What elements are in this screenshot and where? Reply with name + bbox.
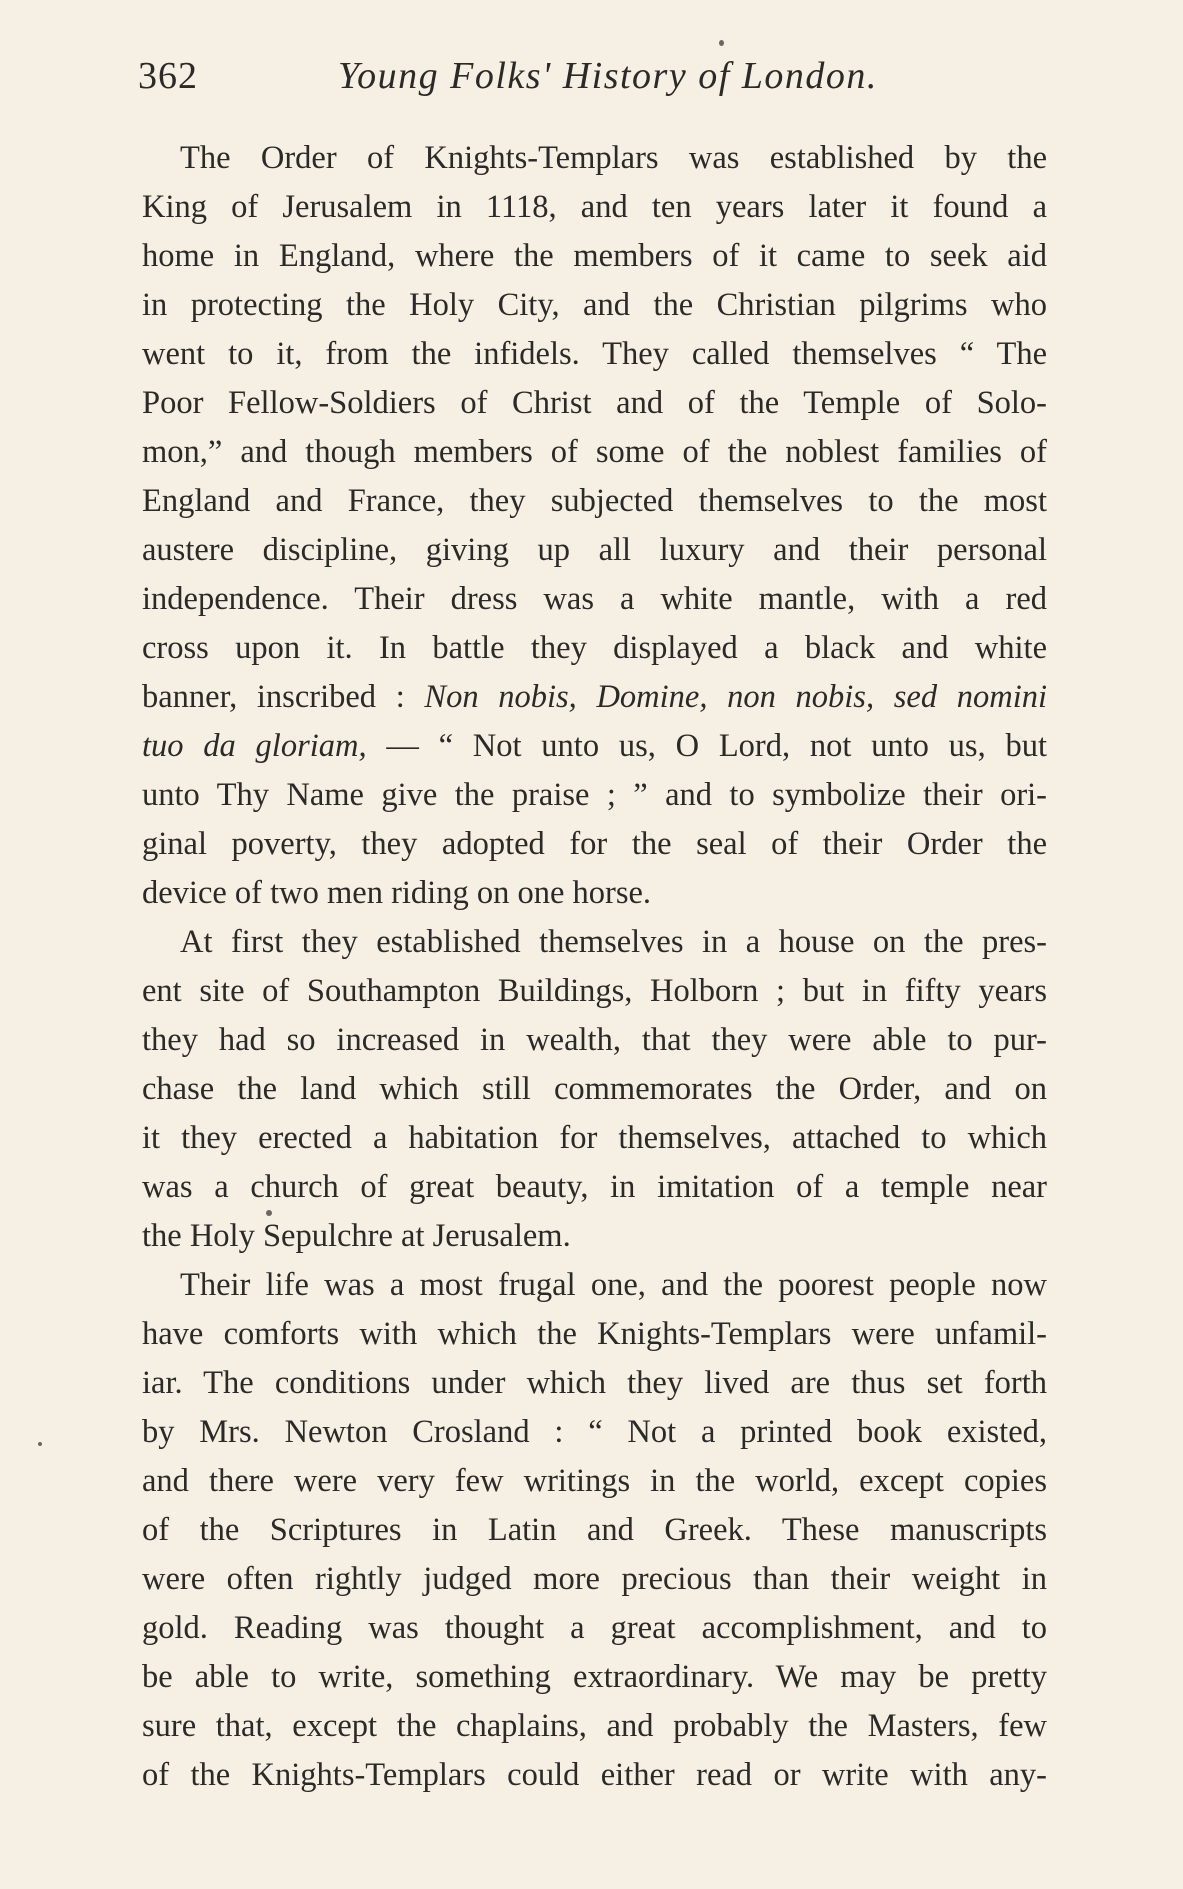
line-text: device of two men riding on one horse.: [142, 875, 652, 911]
line-text: Poor Fellow-Soldiers of Christ and of the Temple of Solo-: [142, 385, 1047, 421]
line-text: in protecting the Holy City, and the Christian pilgrims who: [142, 287, 1047, 323]
text-line: [142, 232, 1047, 281]
text-line: [142, 379, 1047, 428]
text-line: [142, 1751, 1047, 1800]
line-text: it they erected a habitation for themselves, attached to which: [142, 1120, 1047, 1156]
line-text: The Order of Knights-Templars was established by the: [180, 140, 1047, 176]
text-line: [142, 1261, 1047, 1310]
text-line: [142, 1065, 1047, 1114]
line-text: — “ Not unto us, O Lord, not unto us, but: [366, 728, 1047, 764]
text-line: [142, 183, 1047, 232]
line-text: of the Scriptures in Latin and Greek. These manuscripts: [142, 1512, 1047, 1548]
text-line: [142, 820, 1047, 869]
line-text: have comforts with which the Knights-Templars were unfamil-: [142, 1316, 1047, 1352]
text-line: [142, 1555, 1047, 1604]
text-line: [142, 1457, 1047, 1506]
text-line: [142, 1653, 1047, 1702]
line-text: unto Thy Name give the praise ; ” and to symbolize their ori-: [142, 777, 1047, 813]
line-text: England and France, they subjected themselves to the most: [142, 483, 1047, 519]
line-text: At first they established themselves in a house on the pres-: [180, 924, 1047, 960]
body-text: [142, 134, 1047, 1800]
line-text: home in England, where the members of it came to seek aid: [142, 238, 1047, 274]
line-text: ginal poverty, they adopted for the seal of their Order the: [142, 826, 1047, 862]
text-line: [142, 1310, 1047, 1359]
latin-inscription: Non nobis, Domine, non nobis, sed nomini: [424, 679, 1048, 715]
text-line: [142, 281, 1047, 330]
line-text: of the Knights-Templars could either read or write with any-: [142, 1757, 1047, 1793]
line-text: by Mrs. Newton Crosland : “ Not a printed book existed,: [142, 1414, 1047, 1450]
text-line: [142, 1408, 1047, 1457]
line-text: chase the land which still commemorates the Order, and on: [142, 1071, 1047, 1107]
text-line: [142, 869, 1047, 918]
latin-inscription: tuo da gloriam,: [142, 728, 367, 764]
text-line: [142, 134, 1047, 183]
text-line: [142, 477, 1047, 526]
text-line: [142, 624, 1047, 673]
page-number: 362: [138, 55, 198, 97]
line-text: independence. Their dress was a white mantle, with a red: [142, 581, 1047, 617]
line-text: were often rightly judged more precious than their weight in: [142, 1561, 1047, 1597]
running-head: [138, 54, 1058, 104]
line-text: the Holy Sepulchre at Jerusalem.: [142, 1218, 571, 1254]
text-line: [142, 967, 1047, 1016]
line-text: ent site of Southampton Buildings, Holborn ; but in fifty years: [142, 973, 1047, 1009]
line-text: King of Jerusalem in 1118, and ten years later it found a: [142, 189, 1047, 225]
text-line: [142, 1604, 1047, 1653]
text-line: [142, 526, 1047, 575]
text-line: [142, 673, 1047, 722]
line-text: and there were very few writings in the world, except copies: [142, 1463, 1047, 1499]
text-line: [142, 1702, 1047, 1751]
text-line: [142, 918, 1047, 967]
line-text: was a church of great beauty, in imitation of a temple near: [142, 1169, 1047, 1205]
running-title: Young Folks' History of London.: [338, 55, 878, 97]
line-text: banner, inscribed :: [142, 679, 425, 715]
line-text: went to it, from the infidels. They called themselves “ The: [142, 336, 1047, 372]
text-line: [142, 330, 1047, 379]
line-text: sure that, except the chaplains, and probably the Masters, few: [142, 1708, 1047, 1744]
text-line: [142, 428, 1047, 477]
line-text: gold. Reading was thought a great accomplishment, and to: [142, 1610, 1047, 1646]
text-line: [142, 722, 1047, 771]
line-text: cross upon it. In battle they displayed a black and white: [142, 630, 1047, 666]
text-line: [142, 575, 1047, 624]
line-text: mon,” and though members of some of the noblest families of: [142, 434, 1047, 470]
line-text: be able to write, something extraordinary. We may be pretty: [142, 1659, 1047, 1695]
text-line: [142, 1016, 1047, 1065]
line-text: iar. The conditions under which they lived are thus set forth: [142, 1365, 1047, 1401]
text-line: [142, 1114, 1047, 1163]
text-line: [142, 1359, 1047, 1408]
text-line: [142, 1163, 1047, 1212]
text-line: [142, 771, 1047, 820]
line-text: they had so increased in wealth, that they were able to pur-: [142, 1022, 1047, 1058]
text-line: [142, 1506, 1047, 1555]
text-line: [142, 1212, 1047, 1261]
line-text: Their life was a most frugal one, and the poorest people now: [180, 1267, 1047, 1303]
line-text: austere discipline, giving up all luxury and their personal: [142, 532, 1047, 568]
